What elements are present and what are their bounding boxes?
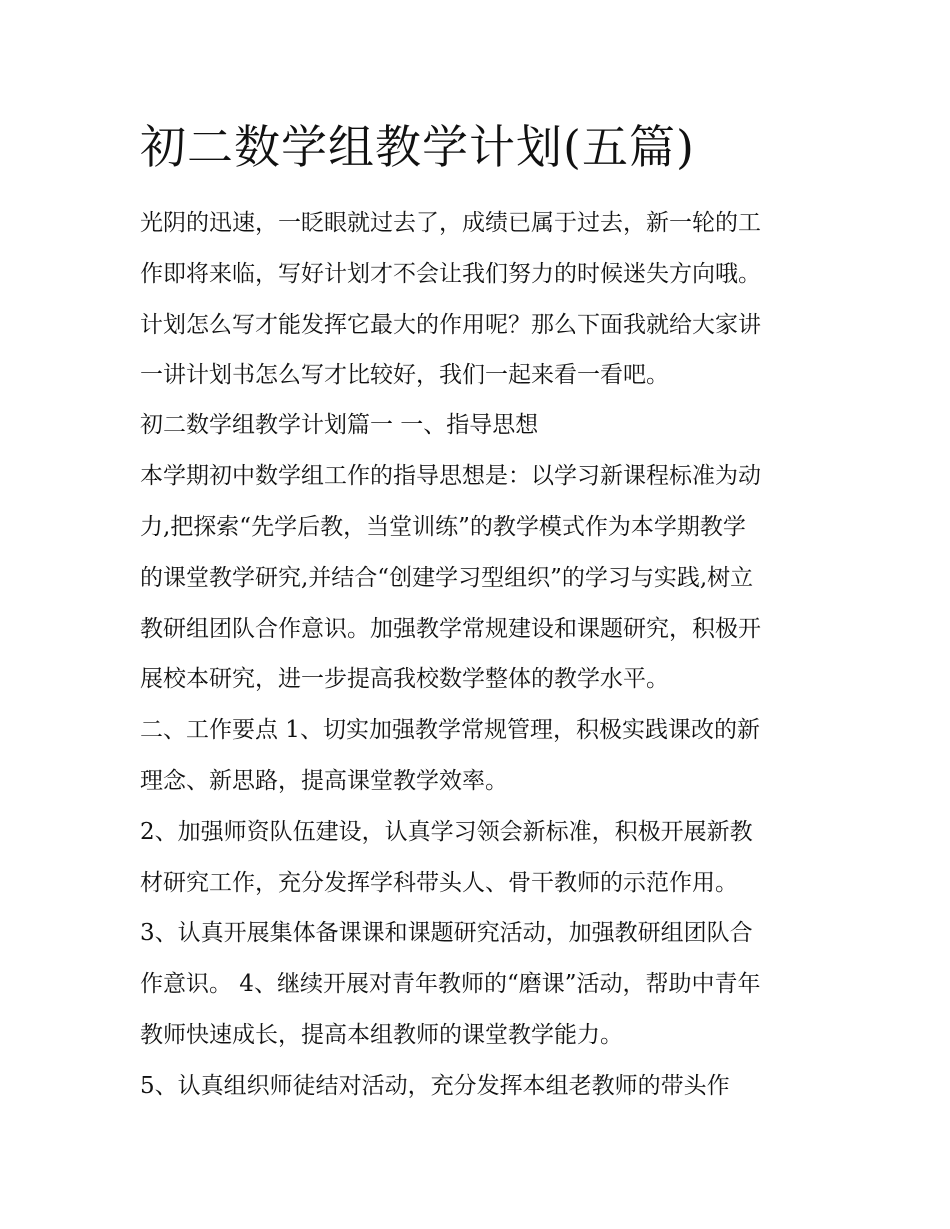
- document-title: 初二数学组教学计划(五篇): [140, 120, 695, 174]
- body-line-13: 2、加强师资队伍建设，认真学习领会新标准，积极开展新教: [140, 819, 753, 845]
- body-line-11: 二、工作要点 1、切实加强教学常规管理，积极实践课改的新: [140, 717, 760, 743]
- body-line-17: 教师快速成长，提高本组教师的课堂教学能力。: [140, 1022, 623, 1048]
- body-line-9: 教研组团队合作意识。加强教学常规建设和课题研究，积极开: [140, 616, 761, 642]
- body-line-3: 计划怎么写才能发挥它最大的作用呢？那么下面我就给大家讲: [140, 312, 761, 338]
- body-line-4: 一讲计划书怎么写才比较好，我们一起来看一看吧。: [140, 362, 669, 388]
- body-line-2: 作即将来临，写好计划才不会让我们努力的时候迷失方向哦。: [140, 261, 761, 287]
- body-line-10: 展校本研究，进一步提高我校数学整体的教学水平。: [140, 666, 669, 692]
- body-line-18: 5、认真组织师徒结对活动，充分发挥本组老教师的带头作: [140, 1073, 730, 1099]
- body-line-12: 理念、新思路，提高课堂教学效率。: [140, 768, 508, 794]
- body-line-15: 3、认真开展集体备课课和课题研究活动，加强教研组团队合: [140, 920, 753, 946]
- body-line-6: 本学期初中数学组工作的指导思想是：以学习新课程标准为动: [140, 463, 761, 489]
- body-line-16: 作意识。 4、继续开展对青年教师的“磨课”活动，帮助中青年: [140, 971, 761, 997]
- section-heading-plan-1: 初二数学组教学计划篇一 一、指导思想: [140, 412, 539, 438]
- body-line-7: 力,把探索“先学后教，当堂训练”的教学模式作为本学期教学: [140, 514, 746, 540]
- body-line-1: 光阴的迅速，一眨眼就过去了，成绩已属于过去，新一轮的工: [140, 210, 761, 236]
- body-line-8: 的课堂教学研究,并结合“创建学习型组织”的学习与实践,树立: [140, 565, 754, 591]
- body-line-14: 材研究工作，充分发挥学科带头人、骨干教师的示范作用。: [140, 870, 738, 896]
